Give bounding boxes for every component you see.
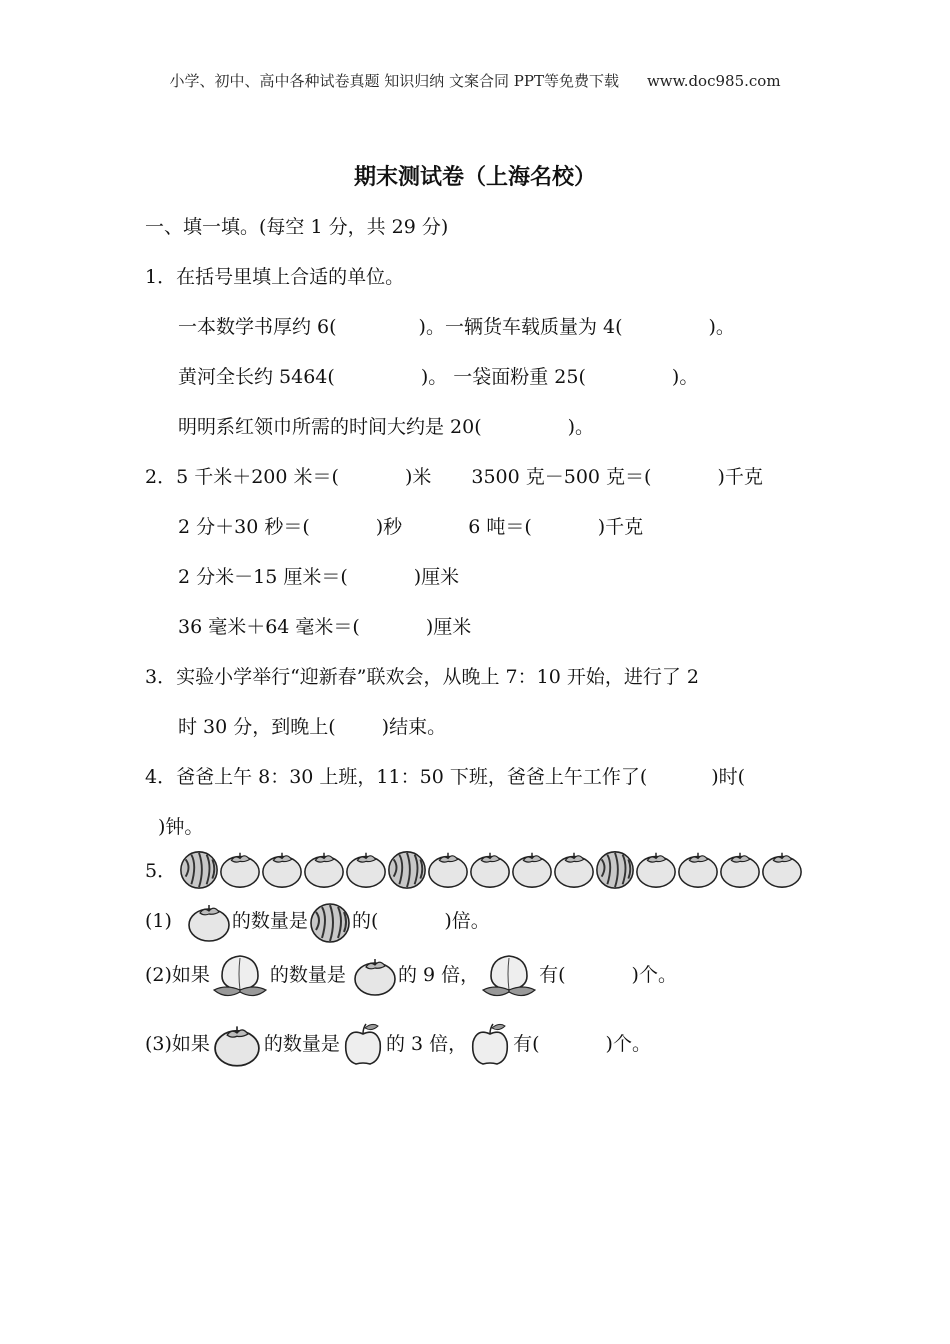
q5-s3-c: 的 3 倍， bbox=[385, 1033, 468, 1055]
watermelon-icon bbox=[594, 848, 636, 890]
q2-l1-b: )米 bbox=[404, 466, 432, 488]
tomato-icon bbox=[468, 848, 512, 890]
q5-s3-e: )个。 bbox=[605, 1033, 651, 1055]
q2-l3-a: 2 分米－15 厘米＝( bbox=[178, 566, 348, 588]
watermelon-icon bbox=[308, 900, 352, 944]
q5-s1-c: 的( bbox=[351, 910, 379, 932]
tomato-icon bbox=[302, 848, 346, 890]
question-1-heading: 1．在括号里填上合适的单位。 bbox=[145, 266, 405, 288]
question-2-line-4 bbox=[178, 612, 471, 639]
q4-l1-b: )时( bbox=[711, 766, 746, 788]
q5-s3-b: 的数量是 bbox=[263, 1033, 340, 1055]
tomato-icon bbox=[186, 901, 232, 943]
tomato-icon bbox=[676, 848, 720, 890]
header-url[interactable]: www.doc985.com bbox=[646, 72, 781, 90]
q5-s3-d: 有( bbox=[513, 1033, 540, 1055]
q1-l2-c: )。 bbox=[671, 366, 699, 388]
header-text: 小学、初中、高中各种试卷真题 知识归纳 文案合同 PPT等免费下载 bbox=[169, 72, 619, 90]
tomato-icon bbox=[260, 848, 304, 890]
watermelon-icon bbox=[386, 848, 428, 890]
q1-l3-a: 明明系红领巾所需的时间大约是 20( bbox=[178, 416, 482, 438]
question-2-line-1 bbox=[145, 462, 763, 489]
fruit-sequence bbox=[178, 859, 802, 878]
q1-l2-a: 黄河全长约 5464( bbox=[178, 366, 335, 388]
tomato-icon bbox=[510, 848, 554, 890]
q2-l1-c: 3500 克－500 克＝( bbox=[471, 466, 652, 488]
q5-s2-e: )个。 bbox=[631, 964, 677, 986]
tomato-icon bbox=[718, 848, 762, 890]
watermelon-icon bbox=[178, 848, 220, 890]
peach-icon bbox=[210, 950, 270, 1002]
q5-s3-a: (3)如果 bbox=[145, 1033, 210, 1055]
section-heading: 一、填一填。(每空 1 分，共 29 分) bbox=[145, 216, 449, 238]
question-3-line-2 bbox=[178, 712, 446, 739]
q5-s2-c: 的 9 倍， bbox=[397, 964, 480, 986]
q2-l2-d: )千克 bbox=[597, 516, 644, 538]
q2-l1-a: 2．5 千米＋200 米＝( bbox=[145, 466, 339, 488]
q2-l2-a: 2 分＋30 秒＝( bbox=[178, 516, 310, 538]
tomato-icon bbox=[426, 848, 470, 890]
tomato-icon bbox=[210, 1022, 264, 1068]
tomato-icon bbox=[218, 848, 262, 890]
apple-icon bbox=[467, 1022, 513, 1068]
q2-l3-b: )厘米 bbox=[413, 566, 460, 588]
q5-s2-d: 有( bbox=[539, 964, 566, 986]
tomato-icon bbox=[634, 848, 678, 890]
q4-l1-a: 4．爸爸上午 8：30 上班，11：50 下班，爸爸上午工作了( bbox=[145, 766, 648, 788]
q1-l1-a: 一本数学书厚约 6( bbox=[178, 316, 337, 338]
q1-l1-b: )。一辆货车载质量为 4( bbox=[418, 316, 623, 338]
question-5-sub-3 bbox=[145, 1022, 651, 1068]
q2-l4-b: )厘米 bbox=[425, 616, 472, 638]
page-header bbox=[0, 70, 950, 91]
q5-s2-b: 的数量是 bbox=[269, 964, 346, 986]
q5-s1-d: )倍。 bbox=[444, 910, 490, 932]
q2-l2-c: 6 吨＝( bbox=[468, 516, 532, 538]
question-5-sub-2 bbox=[145, 950, 677, 1002]
question-5-sub-1 bbox=[145, 900, 490, 944]
peach-icon bbox=[479, 950, 539, 1002]
q2-l2-b: )秒 bbox=[375, 516, 403, 538]
question-1-line-1 bbox=[178, 312, 735, 339]
q1-l1-c: )。 bbox=[708, 316, 735, 338]
q2-l1-d: )千克 bbox=[717, 466, 763, 488]
question-2-line-2 bbox=[178, 512, 643, 539]
question-3-line-1: 3．实验小学举行“迎新春”联欢会，从晚上 7：10 开始，进行了 2 bbox=[145, 666, 699, 688]
q1-l3-b: )。 bbox=[567, 416, 595, 438]
question-4-line-1 bbox=[145, 762, 745, 789]
tomato-icon bbox=[352, 955, 398, 997]
q2-l4-a: 36 毫米＋64 毫米＝( bbox=[178, 616, 360, 638]
q3-l2-a: 时 30 分，到晚上( bbox=[178, 716, 336, 738]
question-5-fruit-row bbox=[145, 848, 802, 894]
page-title: 期末测试卷（上海名校） bbox=[353, 165, 596, 190]
q5-s2-a: (2)如果 bbox=[145, 964, 210, 986]
q5-s1-b: 的数量是 bbox=[231, 910, 308, 932]
q5-s1-a: (1) bbox=[145, 910, 172, 932]
q1-l2-b: )。 一袋面粉重 25( bbox=[420, 366, 586, 388]
tomato-icon bbox=[344, 848, 388, 890]
question-2-line-3 bbox=[178, 562, 459, 589]
apple-icon bbox=[340, 1022, 386, 1068]
tomato-icon bbox=[760, 848, 804, 890]
question-5-number: 5． bbox=[145, 859, 177, 882]
q3-l2-b: )结束。 bbox=[381, 716, 447, 738]
question-1-line-3 bbox=[178, 412, 594, 439]
question-4-line-2: )钟。 bbox=[158, 816, 204, 838]
question-1-line-2 bbox=[178, 362, 698, 389]
tomato-icon bbox=[552, 848, 596, 890]
